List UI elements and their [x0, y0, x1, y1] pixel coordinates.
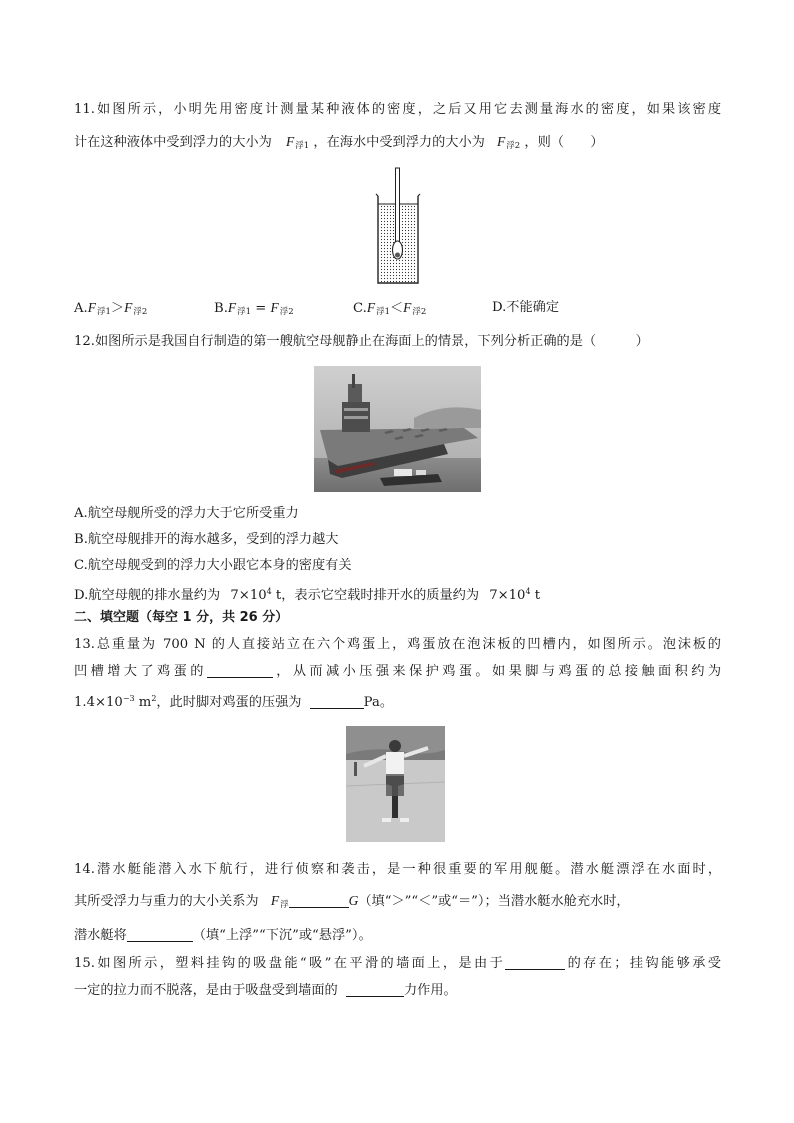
hydrometer-stem	[396, 168, 400, 242]
q14-blank-2[interactable]	[127, 927, 193, 942]
option-b-op: =	[251, 301, 271, 316]
q13-line2-b: ，从而减小压强来保护鸡蛋。如果脚与鸡蛋的总接触面积约为	[272, 664, 722, 679]
q13-area-value: 1.4×10	[74, 695, 123, 710]
q13-line2	[74, 662, 721, 682]
section-2-heading: 二、填空题（每空 1 分，共 26 分）	[74, 610, 289, 625]
hydrometer-figure	[374, 166, 422, 286]
option-a-f1: F	[87, 300, 96, 315]
q11-f1: F	[286, 134, 295, 149]
q12-stem: 12.如图所示是我国自行制造的第一艘航空母舰静止在海面上的情景，下列分析正确的是（ ）	[74, 334, 649, 349]
foam-board-left	[382, 818, 391, 822]
option-c-label: C.	[353, 301, 367, 316]
q12-d-text: D.航空母舰的排水量约为	[74, 588, 221, 603]
q14-line2-b: （填“＞”“＜”或“＝”）；当潜水艇水舱充水时，	[358, 894, 630, 909]
q11-line2-b: ，在海水中受到浮力的大小为	[313, 135, 485, 150]
q13-line3-b: ，此时脚对鸡蛋的压强为	[156, 695, 302, 710]
q11-option-a: $A.F_{浮1}>F_{浮2}$	[74, 300, 148, 317]
q12-d-num2: 7×10	[489, 588, 526, 603]
q12-d-num1: 7×10	[230, 588, 267, 603]
q11-f2-sub: 浮2	[506, 141, 521, 151]
q14-line3	[74, 926, 372, 946]
q14-blank-1[interactable]	[289, 893, 349, 908]
q12-option-d: D.航空母舰的排水量约为 $7\times 10^4$ t，表示它空载时排开水的质量约为 $7\times 10^4$ t	[74, 587, 541, 603]
q11-f1-sub: 浮1	[295, 141, 310, 151]
q11-line2-c: ，则（ ）	[524, 135, 604, 150]
q15-line2-a: 一定的拉力而不脱落，是由于吸盘受到墙面的	[74, 983, 338, 998]
q15-blank-2[interactable]	[346, 982, 404, 997]
q12-option-b: B.航空母舰排开的海水越多，受到的浮力越大	[74, 532, 339, 547]
q12-option-c: C.航空母舰受到的浮力大小跟它本身的密度有关	[74, 558, 352, 573]
q14-g: G	[348, 893, 359, 908]
q13-line1: 13.总重量为 700 N 的人直接站立在六个鸡蛋上，鸡蛋放在泡沫板的凹槽内，如图所示。泡沫板的	[74, 637, 721, 652]
q14-line1: 14.潜水艇能潜入水下航行，进行侦察和袭击，是一种很重要的军用舰艇。潜水艇漂浮在水面时，	[74, 862, 721, 877]
bucket	[386, 774, 404, 796]
aircraft-carrier-photo	[314, 366, 481, 492]
q15-line1-b: 的存在；挂钩能够承受	[565, 956, 721, 971]
q11-option-c: $C.F_{浮1}<F_{浮2}$	[353, 300, 427, 317]
q15-line2-b: 力作用。	[403, 983, 457, 998]
q12-option-a: A.航空母舰所受的浮力大于它所受重力	[74, 506, 299, 521]
option-b-label: B.	[214, 301, 228, 316]
q12-d-text2: ，表示它空载时排开水的质量约为	[281, 588, 480, 603]
q11-line2-a: 计在这种液体中受到浮力的大小为	[74, 135, 272, 150]
option-a-f2: F	[124, 300, 133, 315]
q14-f: F	[270, 893, 280, 908]
q14-line2-a: 其所受浮力与重力的大小关系为	[74, 894, 259, 909]
hydrometer-ballast	[395, 253, 400, 258]
q11-line2	[74, 132, 604, 156]
q13-blank-2[interactable]	[310, 694, 364, 709]
q11-f2: F	[497, 134, 506, 149]
q11-option-b: $B.F_{浮1} = F_{浮2}$	[214, 300, 294, 317]
q13-line3-c: Pa。	[363, 695, 394, 710]
q11-option-d: D.不能确定	[492, 300, 560, 315]
q15-line1	[74, 954, 721, 974]
option-a-label: A.	[74, 301, 88, 316]
head	[389, 740, 401, 752]
q11-line1: 11.如图所示，小明先用密度计测量某种液体的密度，之后又用它去测量海水的密度，如果该密度	[74, 102, 721, 117]
option-a-op: ＞	[110, 301, 125, 316]
q14-line3-a: 潜水艇将	[74, 928, 127, 943]
q13-blank-1[interactable]	[207, 663, 273, 678]
q15-line1-a: 15.如图所示，塑料挂钩的吸盘能“吸”在平滑的墙面上，是由于	[74, 956, 506, 971]
q13-line2-a: 凹槽增大了鸡蛋的	[74, 664, 207, 679]
q14-line3-b: （填“上浮”“下沉”或“悬浮”）。	[192, 928, 372, 943]
foam-board-right	[400, 818, 409, 822]
q13-line3: $1.4\times 10^{-3}$ $m^2$，此时脚对鸡蛋的压强为 Pa。	[74, 694, 394, 710]
person-on-eggs-photo	[346, 726, 445, 842]
option-c-op: ＜	[389, 301, 404, 316]
q15-blank-1[interactable]	[505, 955, 565, 970]
q15-line2	[74, 981, 457, 1001]
q14-line2: 其所受浮力与重力的大小关系为 $F_浮$ G（填“＞”“＜”或“＝”）；当潜水艇水舱充水时，	[74, 893, 630, 910]
